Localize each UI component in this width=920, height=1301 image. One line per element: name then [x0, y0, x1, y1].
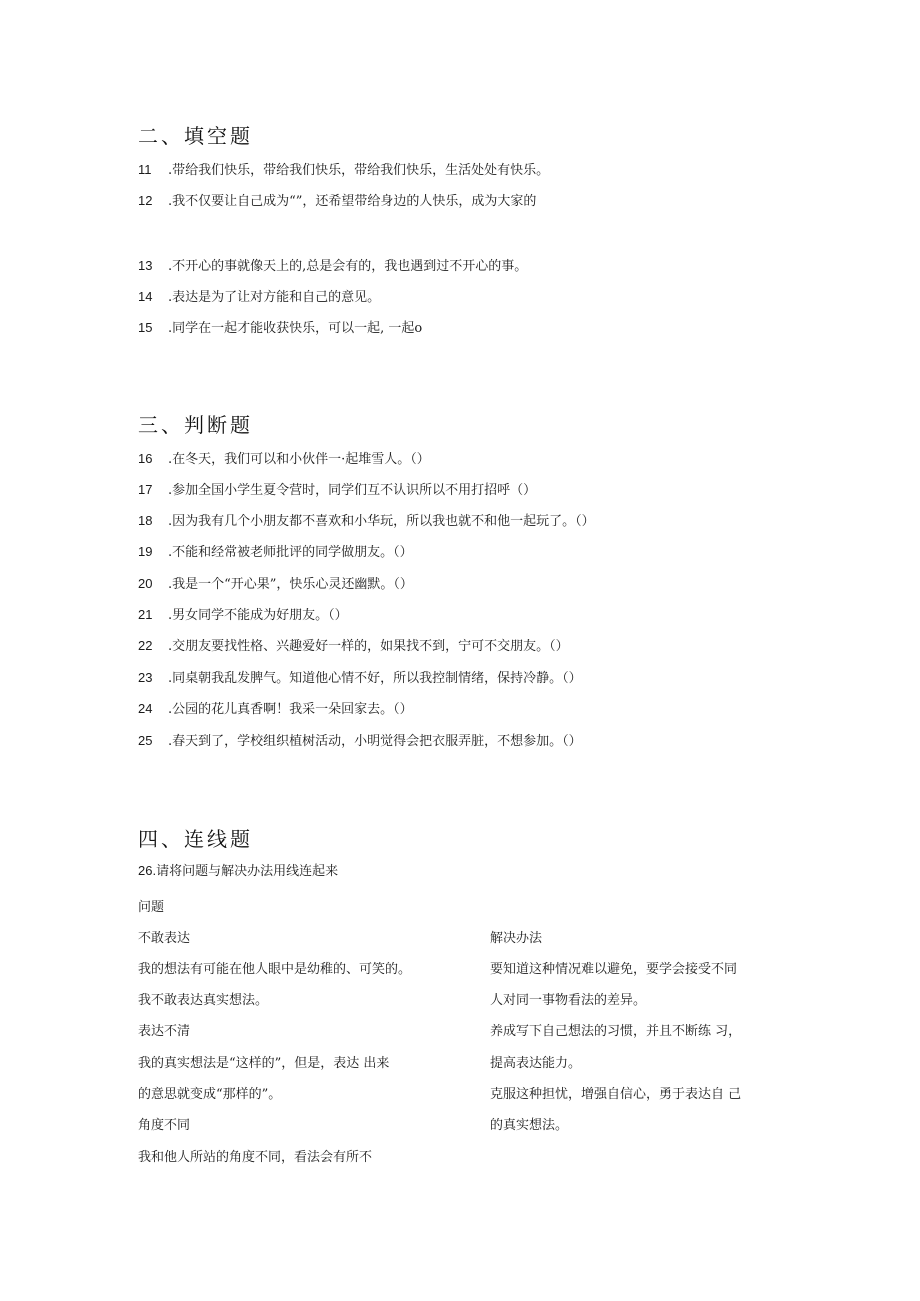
question-14	[138, 288, 380, 307]
question-text: .同学在一起才能收获快乐，可以一起, 一起o	[168, 321, 423, 336]
question-text: .不开心的事就像天上的,总是会有的，我也遇到过不开心的事。	[168, 259, 528, 274]
question-18	[138, 512, 595, 531]
right-column-header: 解决办法	[490, 931, 543, 946]
question-24	[138, 700, 413, 719]
question-22	[138, 637, 569, 656]
left-column-header: 问题	[138, 900, 165, 915]
left-line-problem-title: 不敢表达	[138, 931, 191, 946]
question-number: 18	[138, 513, 153, 528]
question-15	[138, 319, 422, 338]
question-16	[138, 450, 430, 469]
question-text: .同桌朝我乱发脾气。知道他心情不好，所以我控制情绪，保持冷静。（）	[168, 671, 582, 686]
question-25	[138, 732, 582, 751]
right-line: 的真实想法。	[490, 1118, 569, 1133]
right-line: 克服这种担忧，增强自信心，勇于表达自 己	[490, 1087, 742, 1102]
right-line: 提高表达能力。	[490, 1056, 582, 1071]
section-2-title: 二、填空题	[138, 124, 253, 148]
question-text: .春天到了，学校组织植树活动，小明觉得会把衣服弄脏，不想参加。（）	[168, 734, 582, 749]
question-number: 26.	[138, 863, 157, 878]
question-text: .在冬天，我们可以和小伙伴一·起堆雪人。（）	[168, 452, 430, 467]
question-text: .交朋友要找性格、兴趣爱好一样的，如果找不到，宁可不交朋友。（）	[168, 639, 569, 654]
left-line: 我的想法有可能在他人眼中是幼稚的、可笑的。	[138, 962, 412, 977]
section-4-title: 四、连线题	[138, 827, 253, 851]
left-line-problem-title: 角度不同	[138, 1118, 191, 1133]
question-number: 25	[138, 733, 153, 748]
question-number: 22	[138, 638, 153, 653]
question-12	[138, 192, 536, 211]
question-number: 23	[138, 670, 153, 685]
question-19	[138, 543, 413, 562]
question-number: 21	[138, 607, 153, 622]
question-26	[138, 862, 338, 881]
question-text: .带给我们快乐，带给我们快乐，带给我们快乐，生活处处有快乐。	[168, 163, 550, 178]
question-17	[138, 481, 536, 500]
left-line: 我的真实想法是“这样的”，但是，表达 出来	[138, 1056, 390, 1071]
question-number: 15	[138, 320, 153, 335]
left-line-problem-title: 表达不清	[138, 1024, 191, 1039]
question-number: 13	[138, 258, 153, 273]
question-20	[138, 575, 413, 594]
question-text: .我是一个“开心果”，快乐心灵还幽默。（）	[168, 577, 413, 592]
question-text: .我不仅要让自己成为“”，还希望带给身边的人快乐，成为大家的	[168, 194, 537, 209]
question-21	[138, 606, 348, 625]
question-number: 20	[138, 576, 153, 591]
question-text: .不能和经常被老师批评的同学做朋友。（）	[168, 545, 413, 560]
left-line: 我和他人所站的角度不同，看法会有所不	[138, 1150, 373, 1165]
right-line: 要知道这种情况难以避免，要学会接受不同	[490, 962, 738, 977]
question-23	[138, 669, 582, 688]
question-number: 14	[138, 289, 153, 304]
question-text: 请将问题与解决办法用线连起来	[156, 864, 339, 879]
question-number: 17	[138, 482, 153, 497]
question-13	[138, 257, 527, 276]
question-number: 24	[138, 701, 153, 716]
question-text: .因为我有几个小朋友都不喜欢和小华玩，所以我也就不和他一起玩了。（）	[168, 514, 595, 529]
question-number: 16	[138, 451, 153, 466]
right-line: 人对同一事物看法的差异。	[490, 993, 647, 1008]
question-number: 12	[138, 193, 153, 208]
question-11	[138, 161, 549, 180]
question-text: .参加全国小学生夏令营时，同学们互不认识所以不用打招呼（）	[168, 483, 537, 498]
question-text: .表达是为了让对方能和自己的意见。	[168, 290, 381, 305]
question-text: .公园的花儿真香啊！我采一朵回家去。（）	[168, 702, 413, 717]
left-line: 的意思就变成“那样的”。	[138, 1087, 282, 1102]
left-line: 我不敢表达真实想法。	[138, 993, 269, 1008]
right-line: 养成写下自己想法的习惯，并且不断练 习，	[490, 1024, 742, 1039]
question-number: 19	[138, 544, 153, 559]
question-number: 11	[138, 162, 152, 177]
question-text: .男女同学不能成为好朋友。（）	[168, 608, 348, 623]
section-3-title: 三、判断题	[138, 413, 253, 437]
